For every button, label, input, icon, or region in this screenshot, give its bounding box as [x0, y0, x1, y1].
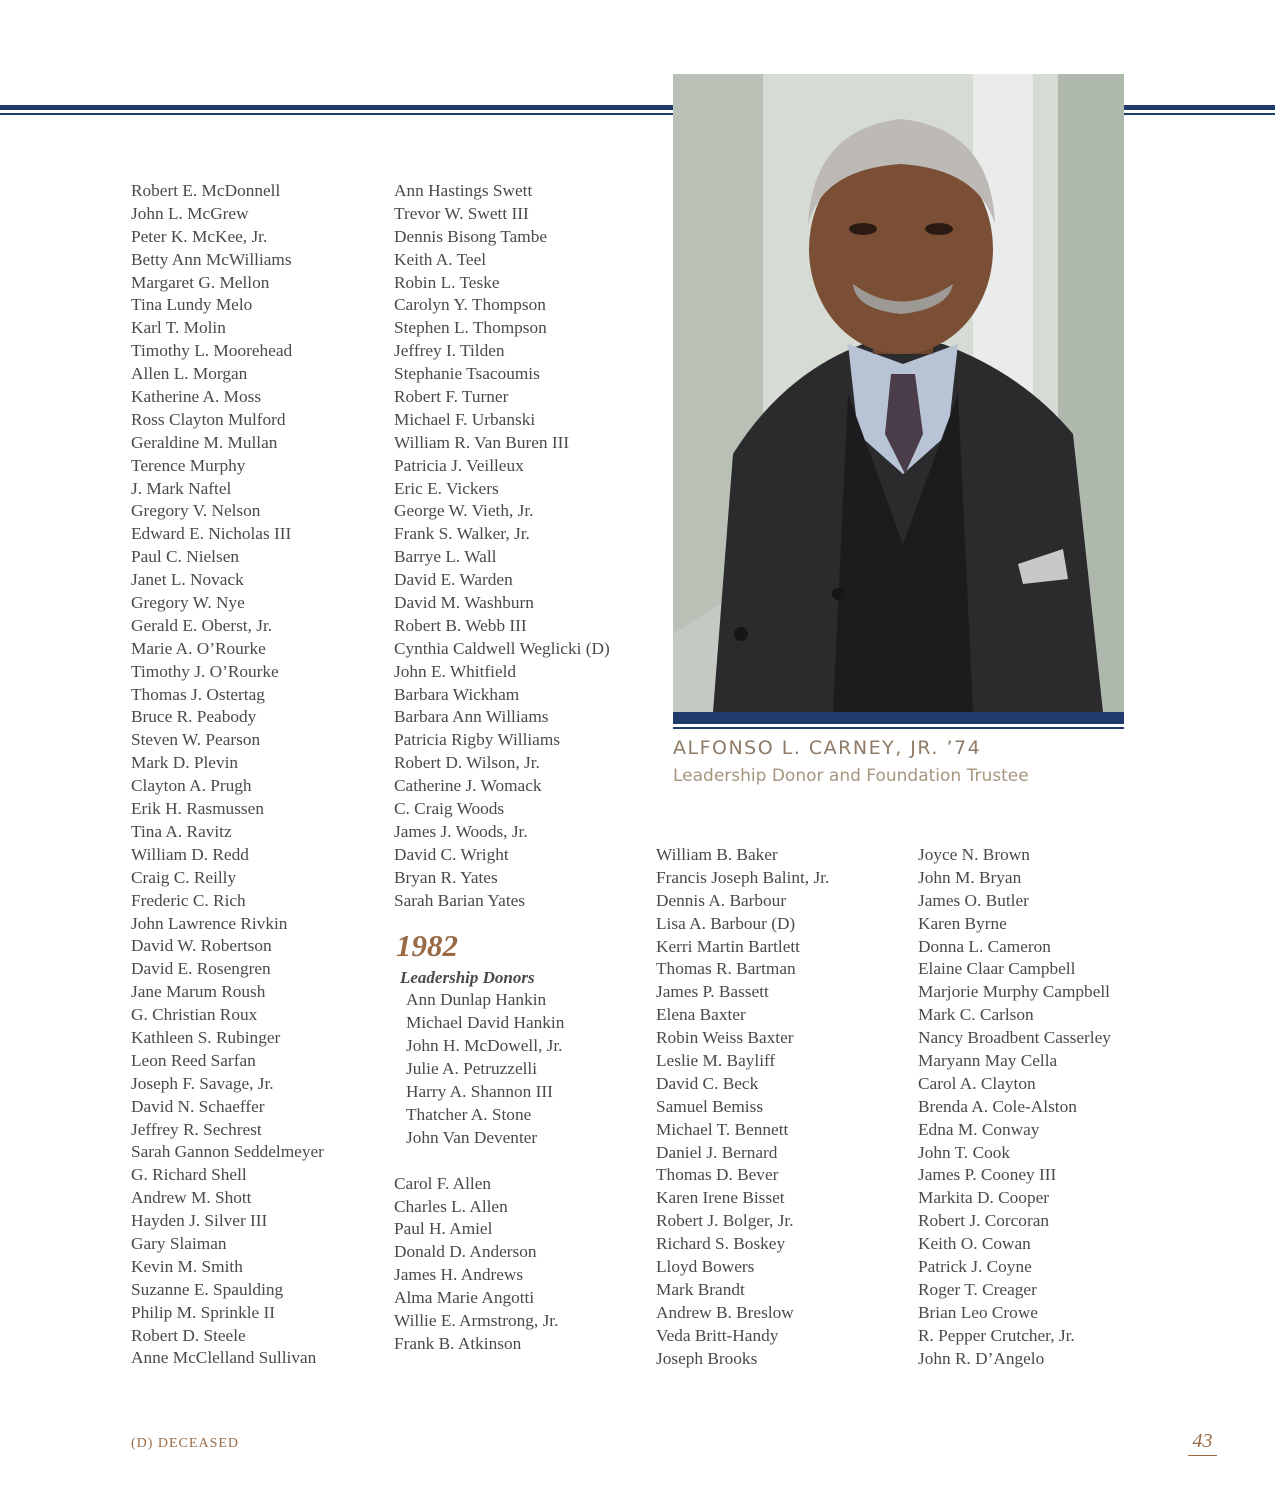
donor-name: Michael T. Bennett: [656, 1119, 789, 1139]
donor-name: David C. Beck: [656, 1073, 759, 1093]
donor-name: Timothy L. Moorehead: [131, 341, 293, 361]
donor-name: Robert J. Corcoran: [918, 1211, 1050, 1231]
donor-name: Trevor W. Swett III: [394, 203, 529, 223]
donor-name: Carol F. Allen: [394, 1173, 492, 1193]
donor-name: Richard S. Boskey: [656, 1234, 786, 1254]
donor-name: Philip M. Sprinkle II: [131, 1302, 276, 1322]
donor-name: Ann Hastings Swett: [394, 181, 533, 200]
donor-name: Robert J. Bolger, Jr.: [656, 1211, 794, 1231]
donor-name: Robert D. Steele: [131, 1325, 246, 1345]
donor-name: Geraldine M. Mullan: [131, 432, 278, 452]
donor-name: Karen Byrne: [918, 913, 1007, 933]
donor-name: William R. Van Buren III: [394, 432, 570, 452]
header-rule-right: [1124, 105, 1275, 116]
donor-name: Samuel Bemiss: [656, 1096, 764, 1116]
donor-name: Joseph Brooks: [656, 1348, 758, 1368]
donor-name: Gregory V. Nelson: [131, 501, 261, 521]
donor-name: Frank S. Walker, Jr.: [394, 524, 530, 544]
donor-name: Nancy Broadbent Casserley: [918, 1028, 1111, 1048]
donor-name: Steven W. Pearson: [131, 730, 261, 750]
donor-name: Bryan R. Yates: [394, 867, 498, 887]
donor-name: Margaret G. Mellon: [131, 272, 270, 292]
donor-name: Harry A. Shannon III: [406, 1081, 553, 1101]
donor-name: James O. Butler: [918, 890, 1029, 910]
donor-name: Elena Baxter: [656, 1005, 746, 1025]
donor-name: David E. Rosengren: [131, 959, 271, 979]
donor-name: Stephanie Tsacoumis: [394, 364, 540, 384]
donor-name: John Van Deventer: [406, 1127, 538, 1147]
donor-name: Joseph F. Savage, Jr.: [131, 1073, 274, 1093]
donor-name: Timothy J. O’Rourke: [131, 661, 279, 681]
donor-name: John M. Bryan: [918, 867, 1022, 887]
donor-name: Kevin M. Smith: [131, 1256, 243, 1276]
donor-name: Barrye L. Wall: [394, 547, 497, 567]
donor-name: Tina A. Ravitz: [131, 821, 232, 841]
donor-name: Charles L. Allen: [394, 1196, 508, 1216]
donor-name: William B. Baker: [656, 845, 778, 864]
donor-name: Keith A. Teel: [394, 249, 487, 269]
donor-name: William D. Redd: [131, 844, 249, 864]
donor-name: Sarah Barian Yates: [394, 890, 526, 910]
donor-name: J. Mark Naftel: [131, 478, 232, 498]
donor-name: John L. McGrew: [131, 203, 249, 223]
donor-name: Willie E. Armstrong, Jr.: [394, 1310, 559, 1330]
donor-name: Mark D. Plevin: [131, 753, 239, 773]
donor-name: Andrew M. Shott: [131, 1188, 252, 1208]
donor-name: Lisa A. Barbour (D): [656, 913, 796, 933]
donor-column-3: [656, 844, 906, 1370]
donor-name: Erik H. Rasmussen: [131, 799, 264, 819]
donor-name: Gregory W. Nye: [131, 593, 245, 613]
donor-name: John R. D’Angelo: [918, 1348, 1045, 1368]
donor-name: Cynthia Caldwell Weglicki (D): [394, 638, 610, 658]
donor-name: Dennis A. Barbour: [656, 890, 787, 910]
donor-name: Markita D. Cooper: [918, 1188, 1050, 1208]
donor-name: Veda Britt-Handy: [656, 1325, 779, 1345]
donor-name: Patricia Rigby Williams: [394, 730, 561, 750]
donor-name: Joyce N. Brown: [918, 845, 1030, 864]
donor-name: Anne McClelland Sullivan: [131, 1348, 317, 1368]
donor-name: Keith O. Cowan: [918, 1234, 1031, 1254]
donor-name: Tina Lundy Melo: [131, 295, 253, 315]
donor-name: Leslie M. Bayliff: [656, 1051, 776, 1071]
donor-name: Brian Leo Crowe: [918, 1302, 1038, 1322]
donor-name: Robin L. Teske: [394, 272, 500, 292]
donor-name: Kathleen S. Rubinger: [131, 1027, 281, 1047]
donor-name: Allen L. Morgan: [131, 364, 248, 384]
donor-name: Robin Weiss Baxter: [656, 1028, 794, 1048]
donor-name: Hayden J. Silver III: [131, 1211, 268, 1231]
donor-name: John E. Whitfield: [394, 661, 517, 681]
donor-name: Peter K. McKee, Jr.: [131, 226, 268, 246]
donor-name: Ann Dunlap Hankin: [406, 990, 547, 1010]
donor-name: Jeffrey R. Sechrest: [131, 1119, 262, 1139]
donor-name: Karl T. Molin: [131, 318, 226, 338]
donor-name: Marjorie Murphy Campbell: [918, 982, 1110, 1002]
donor-name: Donna L. Cameron: [918, 936, 1051, 956]
donor-name: G. Richard Shell: [131, 1165, 247, 1185]
donor-name: G. Christian Roux: [131, 1005, 258, 1025]
donor-name: Mark Brandt: [656, 1279, 745, 1299]
donor-name: Patricia J. Veilleux: [394, 455, 524, 475]
deceased-legend: (D) DECEASED: [131, 1436, 240, 1451]
donor-name: Bruce R. Peabody: [131, 707, 257, 727]
donor-name: Thatcher A. Stone: [406, 1104, 532, 1124]
donor-name: Craig C. Reilly: [131, 867, 237, 887]
donor-name: John T. Cook: [918, 1142, 1011, 1162]
page-number: 43: [1188, 1430, 1217, 1456]
donor-name: Barbara Wickham: [394, 684, 520, 704]
donor-name: Janet L. Novack: [131, 570, 244, 590]
donor-name: Jane Marum Roush: [131, 982, 266, 1002]
donor-column-1: [131, 180, 381, 1370]
leadership-donors-heading: Leadership Donors: [400, 967, 535, 987]
donor-column-2: [394, 180, 644, 1356]
photo-caption-name: ALFONSO L. CARNEY, JR. ’74: [673, 737, 982, 759]
donor-name: Robert B. Webb III: [394, 615, 527, 635]
donor-name: James P. Bassett: [656, 982, 769, 1002]
donor-name: Suzanne E. Spaulding: [131, 1279, 284, 1299]
donor-name: Barbara Ann Williams: [394, 707, 549, 727]
donor-name: Andrew B. Breslow: [656, 1302, 794, 1322]
donor-name: Maryann May Cella: [918, 1051, 1058, 1071]
donor-name: Dennis Bisong Tambe: [394, 226, 548, 246]
donor-name: Clayton A. Prugh: [131, 776, 252, 796]
donor-name: Elaine Claar Campbell: [918, 959, 1076, 979]
donor-name: Lloyd Bowers: [656, 1257, 755, 1277]
donor-name: John H. McDowell, Jr.: [406, 1036, 563, 1056]
portrait-illustration: [673, 74, 1124, 712]
donor-name: Patrick J. Coyne: [918, 1257, 1032, 1277]
donor-name: David C. Wright: [394, 844, 509, 864]
donor-name: Betty Ann McWilliams: [131, 249, 292, 269]
donor-name: Frederic C. Rich: [131, 890, 246, 910]
donor-name: Michael David Hankin: [406, 1013, 565, 1033]
donor-name: Frank B. Atkinson: [394, 1333, 522, 1353]
donor-name: Ross Clayton Mulford: [131, 409, 286, 429]
header-rule-left: [0, 105, 673, 116]
donor-name: David M. Washburn: [394, 593, 534, 613]
donor-name: Mark C. Carlson: [918, 1005, 1034, 1025]
donor-name: R. Pepper Crutcher, Jr.: [918, 1325, 1075, 1345]
donor-name: Edna M. Conway: [918, 1119, 1040, 1139]
donor-name: Robert D. Wilson, Jr.: [394, 753, 540, 773]
donor-name: Donald D. Anderson: [394, 1242, 537, 1262]
donor-name: James P. Cooney III: [918, 1165, 1057, 1185]
donor-name: Karen Irene Bisset: [656, 1188, 785, 1208]
donor-name: Paul C. Nielsen: [131, 547, 239, 567]
donor-name: Brenda A. Cole-Alston: [918, 1096, 1077, 1116]
donor-name: Jeffrey I. Tilden: [394, 341, 505, 361]
donor-name: Kerri Martin Bartlett: [656, 936, 800, 956]
donor-name: Julie A. Petruzzelli: [406, 1059, 538, 1079]
donor-name: Thomas R. Bartman: [656, 959, 796, 979]
donor-name: Terence Murphy: [131, 455, 246, 475]
donor-name: James H. Andrews: [394, 1265, 524, 1285]
donor-name: Eric E. Vickers: [394, 478, 499, 498]
donor-name: Gary Slaiman: [131, 1233, 227, 1253]
donor-name: George W. Vieth, Jr.: [394, 501, 534, 521]
donor-name: Robert E. McDonnell: [131, 181, 281, 200]
donor-name: Leon Reed Sarfan: [131, 1050, 256, 1070]
donor-name: Stephen L. Thompson: [394, 318, 547, 338]
donor-name: John Lawrence Rivkin: [131, 913, 288, 933]
donor-column-4: [918, 844, 1168, 1370]
donor-name: Alma Marie Angotti: [394, 1288, 535, 1308]
photo-caption-band: [673, 712, 1124, 724]
donor-name: Daniel J. Bernard: [656, 1142, 778, 1162]
donor-name: Robert F. Turner: [394, 387, 509, 407]
donor-name: James J. Woods, Jr.: [394, 821, 528, 841]
donor-name: Roger T. Creager: [918, 1279, 1037, 1299]
class-year-heading: 1982: [396, 927, 458, 963]
donor-name: Gerald E. Oberst, Jr.: [131, 615, 273, 635]
donor-name: David E. Warden: [394, 570, 513, 590]
donor-name: C. Craig Woods: [394, 799, 505, 819]
donor-name: Marie A. O’Rourke: [131, 638, 266, 658]
donor-name: Katherine A. Moss: [131, 387, 262, 407]
donor-name: Francis Joseph Balint, Jr.: [656, 867, 830, 887]
donor-name: Thomas J. Ostertag: [131, 684, 265, 704]
donor-name: Catherine J. Womack: [394, 776, 542, 796]
donor-name: Carolyn Y. Thompson: [394, 295, 546, 315]
donor-name: Michael F. Urbanski: [394, 409, 536, 429]
donor-name: Thomas D. Bever: [656, 1165, 779, 1185]
portrait-photo: [673, 74, 1124, 712]
donor-name: Paul H. Amiel: [394, 1219, 493, 1239]
donor-name: Sarah Gannon Seddelmeyer: [131, 1142, 324, 1162]
donor-name: Carol A. Clayton: [918, 1073, 1036, 1093]
photo-caption-title: Leadership Donor and Foundation Trustee: [673, 766, 1029, 786]
donor-name: David N. Schaeffer: [131, 1096, 265, 1116]
donor-name: Edward E. Nicholas III: [131, 524, 292, 544]
donor-name: David W. Robertson: [131, 936, 272, 956]
photo-caption-rule: [673, 727, 1124, 729]
